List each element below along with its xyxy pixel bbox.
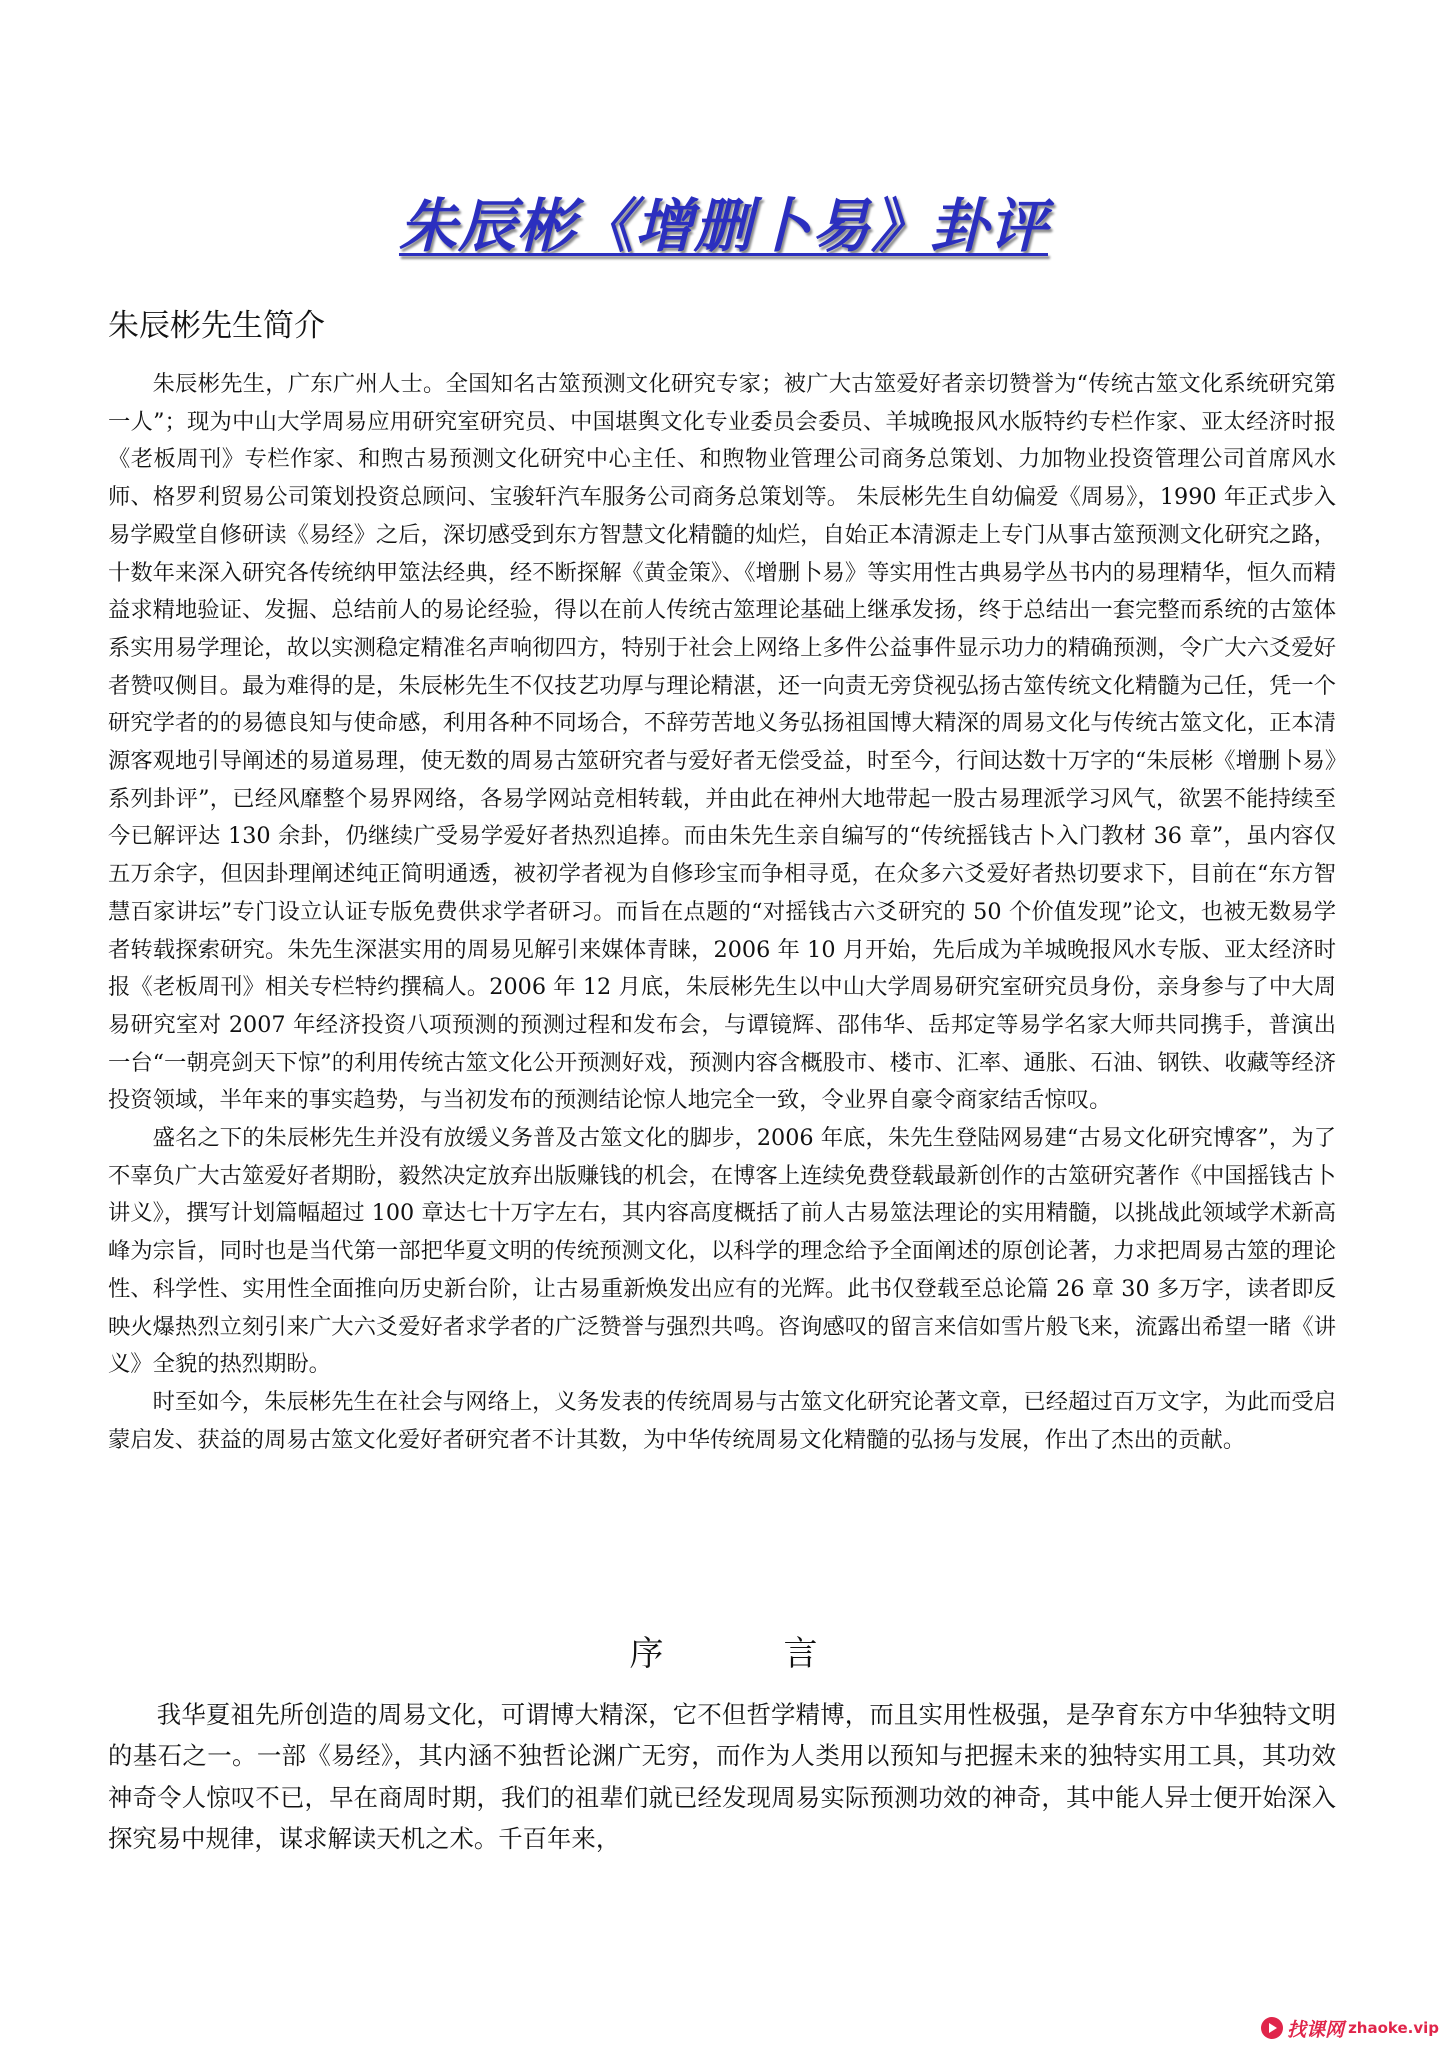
watermark-domain: zhaoke.vip [1348,2019,1439,2037]
bio-heading: 朱辰彬先生简介 [108,308,325,344]
preface-heading: 序言 [629,1634,938,1674]
watermark [1261,2014,1439,2042]
bio-paragraph-3: 时至如今，朱辰彬先生在社会与网络上，义务发表的传统周易与古筮文化研究论著文章，已经超过百万文字，为此而受启蒙启发、获益的周易古筮文化爱好者研究者不计其数，为中华传统周易文化精髓的弘扬与发展，作出了杰出的贡献。 [108,1388,1336,1453]
bio-paragraph-2: 盛名之下的朱辰彬先生并没有放缓义务普及古筮文化的脚步，2006 年底，朱先生登陆网易建“古易文化研究博客”，为了不辜负广大古筮爱好者期盼，毅然决定放弃出版赚钱的机会，在博客上连续免费登载最新创作的古筮研究著作《中国摇钱古卜讲义》，撰写计划篇幅超过 100 章达七十万字左右，其内容高度概括了前人古易筮法理论的实用精髓，以挑战此领域学术新高峰为宗旨，同时也是当代第一部把华夏文明的传统预测文化，以科学的理念给予全面阐述的原创论著，力求把周易古筮的理论性、科学性、实用性全面推向历史新台阶，让古易重新焕发出应有的光辉。此书仅登载至总论篇 26 章 30 多万字，读者即反映火爆热烈立刻引来广大六爻爱好者求学者的广泛赞誉与强烈共鸣。咨询感叹的留言来信如雪片般飞来，流露出希望一睹《讲义》全貌的热烈期盼。 [108,1125,1336,1378]
document-title-text[interactable]: 朱辰彬《增删卜易》卦评 [398,192,1048,260]
preface-section [108,1694,1336,1859]
bio-paragraph-1: 朱辰彬先生，广东广州人士。全国知名古筮预测文化研究专家；被广大古筮爱好者亲切赞誉为“传统古筮文化系统研究第一人”；现为中山大学周易应用研究室研究员、中国堪舆文化专业委员会委员、羊城晚报风水版特约专栏作家、亚太经济时报《老板周刊》专栏作家、和煦古易预测文化研究中心主任、和煦物业管理公司商务总策划、力加物业投资管理公司首席风水师、格罗利贸易公司策划投资总顾问、宝骏轩汽车服务公司商务总策划等。 朱辰彬先生自幼偏爱《周易》，1990 年正式步入易学殿堂自修研读《易经》之后，深切感受到东方智慧文化精髓的灿烂，自始正本清源走上专门从事古筮预测文化研究之路，十数年来深入研究各传统纳甲筮法经典，经不断探解《黄金策》、《增删卜易》等实用性古典易学丛书内的易理精华，恒久而精益求精地验证、发掘、总结前人的易论经验，得以在前人传统古筮理论基础上继承发扬，终于总结出一套完整而系统的古筮体系实用易学理论，故以实测稳定精准名声响彻四方，特别于社会上网络上多件公益事件显示功力的精确预测，令广大六爻爱好者赞叹侧目。最为难得的是，朱辰彬先生不仅技艺功厚与理论精湛，还一向责无旁贷视弘扬古筮传统文化精髓为己任，凭一个研究学者的的易德良知与使命感，利用各种不同场合，不辞劳苦地义务弘扬祖国博大精深的周易文化与传统古筮文化，正本清源客观地引导阐述的易道易理，使无数的周易古筮研究者与爱好者无偿受益，时至今，行间达数十万字的“朱辰彬《增删卜易》系列卦评”，已经风靡整个易界网络，各易学网站竞相转载，并由此在神州大地带起一股古易理派学习风气，欲罢不能持续至今已解评达 130 余卦，仍继续广受易学爱好者热烈追捧。而由朱先生亲自编写的“传统摇钱古卜入门教材 36 章”，虽内容仅五万余字，但因卦理阐述纯正简明通透，被初学者视为自修珍宝而争相寻觅，在众多六爻爱好者热切要求下，目前在“东方智慧百家讲坛”专门设立认证专版免费供求学者研习。而旨在点题的“对摇钱古六爻研究的 50 个价值发现”论文，也被无数易学者转载探索研究。朱先生深湛实用的周易见解引来媒体青睐，2006 年 10 月开始，先后成为羊城晚报风水专版、亚太经济时报《老板周刊》相关专栏特约撰稿人。2006 年 12 月底，朱辰彬先生以中山大学周易研究室研究员身份，亲身参与了中大周易研究室对 2007 年经济投资八项预测的预测过程和发布会，与谭镜辉、邵伟华、岳邦定等易学名家大师共同携手，普演出一台“一朝亮剑天下惊”的利用传统古筮文化公开预测好戏，预测内容含概股市、楼市、汇率、通胀、石油、钢铁、收藏等经济投资领域，半年来的事实趋势，与当初发布的预测结论惊人地完全一致，令业界自豪令商家结舌惊叹。 [108,371,1336,1114]
document-title [0,188,1447,264]
play-logo-icon [1261,2017,1283,2039]
watermark-brand: 找课网 [1287,2018,1345,2041]
bio-section [108,366,1336,1459]
preface-paragraph-1: 我华夏祖先所创造的周易文化，可谓博大精深，它不但哲学精博，而且实用性极强，是孕育东方中华独特文明的基石之一。一部《易经》，其内涵不独哲论渊广无穷，而作为人类用以预知与把握未来的独特实用工具，其功效神奇令人惊叹不已，早在商周时期，我们的祖辈们就已经发现周易实际预测功效的神奇，其中能人异士便开始深入探究易中规律，谋求解读天机之术。千百年来， [108,1700,1336,1853]
